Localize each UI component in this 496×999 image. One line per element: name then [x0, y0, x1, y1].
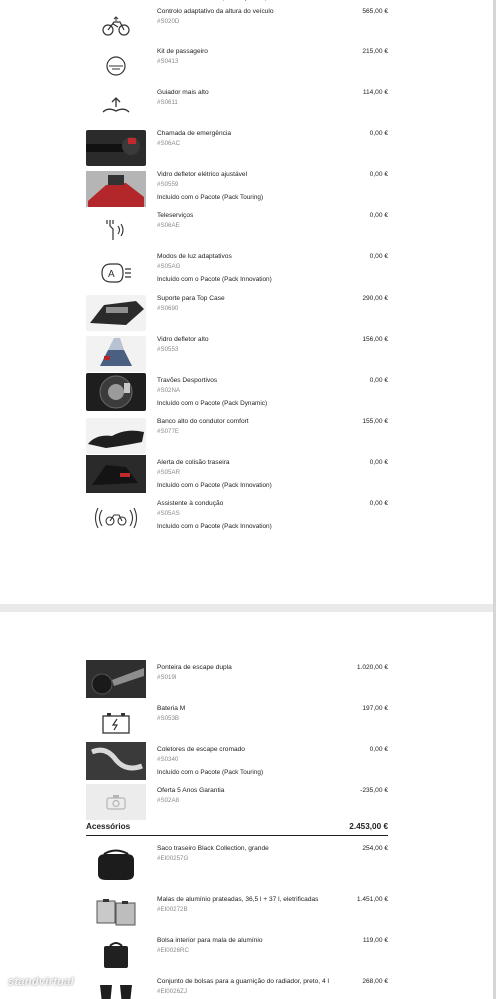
item-name: Conjunto de bolsas para a guarnição do radiador, preto, 4 l [157, 978, 329, 985]
item-name: Modos de luz adaptativos [157, 253, 232, 260]
item-code: #S0611 [157, 99, 178, 106]
item-code: #S0553 [157, 346, 179, 353]
rear-bag-photo [86, 847, 146, 883]
item-name: Teleserviços [157, 212, 194, 219]
item-name: Guiador mais alto [157, 89, 209, 96]
item-price: 197,00 € [362, 705, 388, 712]
item-code: #S0340 [157, 756, 179, 763]
watermark-logo: standvirtual [8, 976, 74, 988]
item-price: 0,00 € [369, 377, 388, 384]
item-included-note [157, 0, 267, 1]
item-price: 119,00 € [362, 937, 388, 944]
list-item [0, 746, 493, 786]
item-code: #S0413 [157, 58, 179, 65]
list-item [0, 500, 493, 540]
emergency-call-photo [86, 130, 146, 166]
item-code: #S02NA [157, 387, 181, 394]
windshield-photo [86, 171, 146, 207]
list-item [0, 295, 493, 335]
svg-text:A: A [108, 269, 115, 280]
high-windshield-photo [86, 336, 146, 372]
item-included-note: Incluído com o Pacote (Pack Touring) [157, 769, 264, 776]
item-name: Alerta de colisão traseira [157, 459, 230, 466]
item-code: #EI0026ZJ [157, 988, 187, 995]
battery-icon [86, 705, 146, 741]
section-total: 2.453,00 € [349, 822, 388, 831]
item-code: #S053B [157, 715, 180, 722]
item-price: 0,00 € [369, 130, 388, 137]
item-included-note: Incluído com o Pacote (Pack Innovation) [157, 523, 272, 530]
accessories-section-header [86, 820, 388, 836]
item-code: #S05AG [157, 263, 181, 270]
list-item [0, 664, 493, 704]
section-title: Acessórios [86, 822, 131, 831]
comfort-seat-photo [86, 418, 146, 454]
item-code: #EI00272B [157, 906, 188, 913]
item-price: 1.020,00 € [356, 664, 388, 671]
item-code: #S0559 [157, 181, 179, 188]
item-price: 0,00 € [369, 171, 388, 178]
passenger-helmet-icon [86, 48, 146, 84]
sport-brakes-photo [86, 373, 146, 411]
list-item [0, 896, 493, 936]
radiator-bags-photo [86, 976, 146, 999]
item-price: 1.451,00 € [356, 896, 388, 903]
item-code: #S02A8 [157, 797, 180, 804]
item-price: 114,00 € [362, 89, 388, 96]
item-price: -235,00 € [360, 787, 388, 794]
list-item [0, 377, 493, 417]
item-price: 0,00 € [369, 253, 388, 260]
item-price: 254,00 € [362, 845, 388, 852]
item-name: Oferta 5 Anos Garantia [157, 787, 225, 794]
item-name: Coletores de escape cromado [157, 746, 245, 753]
list-item [0, 0, 493, 34]
item-name: Vidro defletor alto [157, 336, 209, 343]
item-name: Ponteira de escape dupla [157, 664, 232, 671]
camera-placeholder-icon [86, 784, 146, 820]
list-item [0, 253, 493, 293]
list-item [0, 48, 493, 88]
item-code: #S06AE [157, 222, 180, 229]
item-name: Vidro defletor elétrico ajustável [157, 171, 248, 178]
item-price: 268,00 € [362, 978, 388, 985]
item-included-note: Incluído com o Pacote (Pack Dynamic) [157, 400, 268, 407]
item-price: 156,00 € [362, 336, 388, 343]
item-price: 155,00 € [362, 418, 388, 425]
list-item [0, 171, 493, 211]
item-price: 0,00 € [369, 500, 388, 507]
item-code: #S05AR [157, 469, 181, 476]
item-price: 290,00 € [362, 295, 388, 302]
inner-bag-photo [86, 937, 146, 973]
item-included-note: Incluído com o Pacote (Pack Touring) [157, 194, 264, 201]
item-name: Assistente à condução [157, 500, 224, 507]
item-code: #S019I [157, 674, 177, 681]
chrome-manifold-photo [86, 742, 146, 780]
item-name: Suporte para Top Case [157, 295, 225, 302]
item-code: #S05AS [157, 510, 180, 517]
list-item [0, 130, 493, 170]
aluminium-cases-photo [86, 894, 146, 930]
list-item [0, 459, 493, 499]
handlebar-up-icon [86, 89, 146, 125]
item-name: Malas de alumínio prateadas, 36,5 l + 37 l, eletrificadas [157, 896, 319, 903]
item-name: Bolsa interior para mala de alumínio [157, 937, 263, 944]
item-price: 0,00 € [369, 746, 388, 753]
item-code: #S06AC [157, 140, 181, 147]
item-name: Travões Desportivos [157, 377, 218, 384]
list-item [0, 937, 493, 977]
list-item [0, 89, 493, 129]
exhaust-photo [86, 660, 146, 698]
item-name: Bateria M [157, 705, 186, 712]
item-code: #EI0026RC [157, 947, 189, 954]
item-price: 565,00 € [362, 8, 388, 15]
item-name: Controlo adaptativo da altura do veículo [157, 8, 274, 15]
item-code: #S077E [157, 428, 180, 435]
item-code: #S020D [157, 18, 180, 25]
item-name: Saco traseiro Black Collection, grande [157, 845, 269, 852]
item-price: 0,00 € [369, 459, 388, 466]
list-item [0, 845, 493, 885]
adaptive-light-icon [86, 255, 146, 291]
topcase-carrier-photo [86, 295, 146, 331]
list-item [0, 418, 493, 458]
item-code: #EI00257G [157, 855, 189, 862]
rear-collision-photo [86, 455, 146, 493]
list-item [0, 336, 493, 376]
item-code: #S0690 [157, 305, 179, 312]
motorcycle-height-icon [86, 8, 146, 44]
item-included-note: Incluído com o Pacote (Pack Innovation) [157, 482, 272, 489]
item-included-note: Incluído com o Pacote (Pack Innovation) [157, 276, 272, 283]
list-item [0, 705, 493, 745]
item-name: Chamada de emergência [157, 130, 232, 137]
wrench-signal-icon [86, 212, 146, 248]
list-item [0, 212, 493, 252]
item-price: 215,00 € [362, 48, 388, 55]
item-name: Banco alto do condutor comfort [157, 418, 249, 425]
item-price: 0,00 € [369, 212, 388, 219]
item-name: Kit de passageiro [157, 48, 208, 55]
riding-assistant-icon [86, 500, 146, 536]
